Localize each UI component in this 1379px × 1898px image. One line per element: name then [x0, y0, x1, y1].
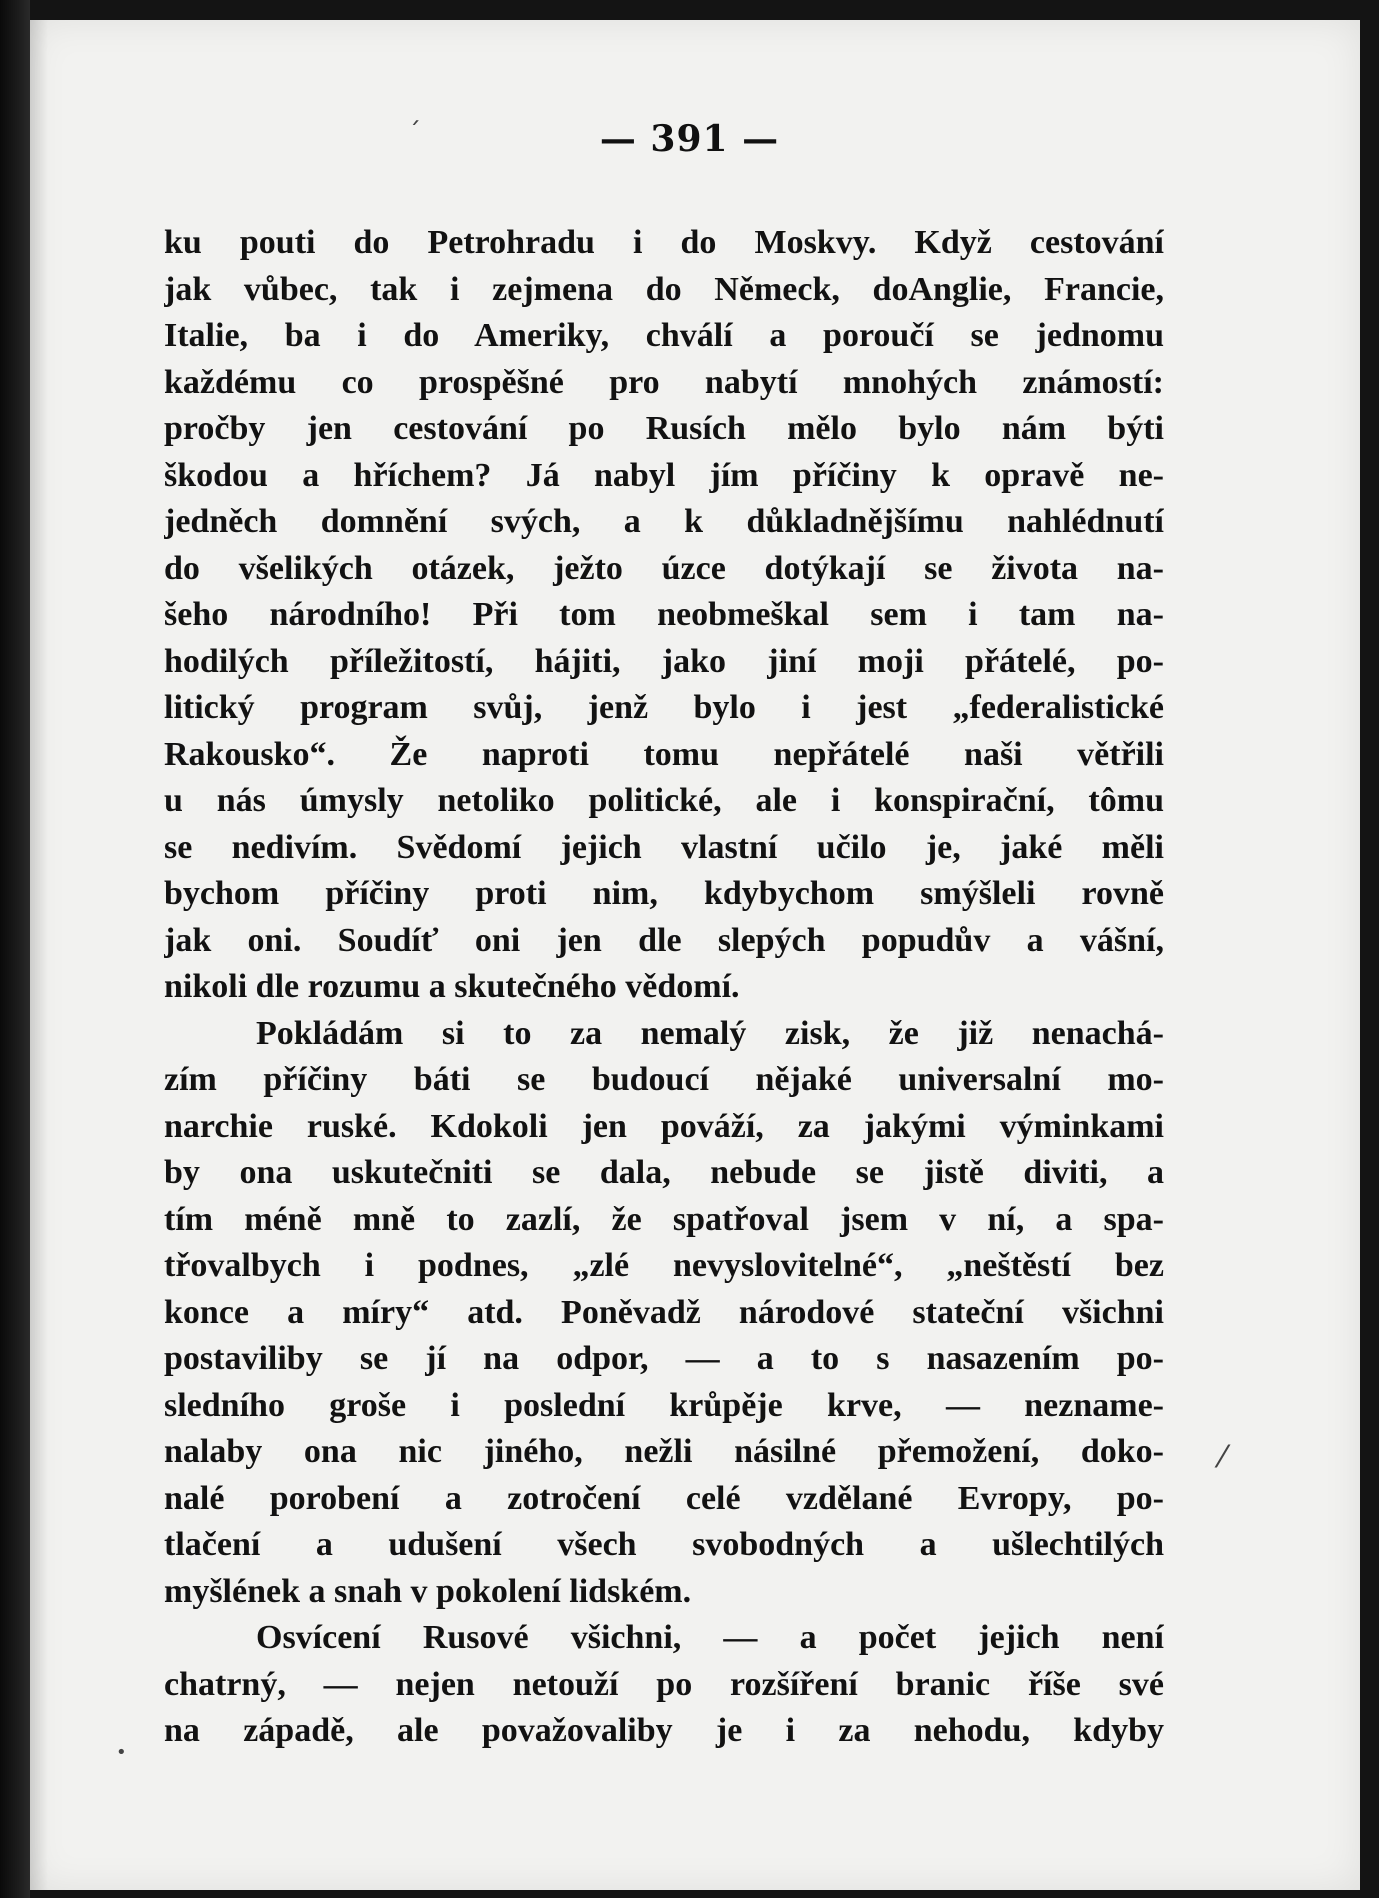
text-line: jak vůbec, tak i zejmena do Německ, doAnglie, Francie, — [164, 270, 1164, 308]
text-line: tím méně mně to zazlí, že spatřoval jsem v ní, a spa- — [164, 1200, 1164, 1238]
text-line: třovalbych i podnes, „zlé nevyslovitelné“, „neštěstí bez — [164, 1247, 1164, 1284]
text-line: u nás úmysly netoliko politické, ale i konspirační, tômu — [164, 782, 1164, 819]
paragraph — [164, 1011, 1164, 1616]
paragraph — [164, 1615, 1164, 1755]
text-line: nikoli dle rozumu a skutečného vědomí. — [164, 968, 740, 1005]
text-line: chatrný, — nejen netouží po rozšíření branic říše své — [164, 1665, 1164, 1703]
text-line: Osvícení Rusové všichni, — a počet jejich není — [256, 1619, 1164, 1656]
text-line: narchie ruské. Kdokoli jen pováží, za jakými výminkami — [164, 1107, 1164, 1145]
text-line: Italie, ba i do Ameriky, chválí a poroučí se jednomu — [164, 317, 1164, 354]
text-line: jedněch domnění svých, a k důkladnějšímu nahlédnutí — [164, 503, 1164, 540]
body-text — [164, 220, 1164, 1755]
text-line: myšlének a snah v pokolení lidském. — [164, 1572, 692, 1610]
scan-speck: ˊ — [408, 118, 421, 148]
scan-dark-edge — [0, 0, 30, 1898]
text-line: každému co prospěšné pro nabytí mnohých známostí: — [164, 363, 1164, 401]
page-number: — 391 — — [599, 118, 780, 160]
page-gutter-shadow — [30, 20, 48, 1890]
text-line: hodilých příležitostí, hájiti, jako jiní moji přátelé, po- — [164, 642, 1164, 680]
text-line: bychom příčiny proti nim, kdybychom smýšleli rovně — [164, 875, 1164, 912]
text-line: litický program svůj, jenž bylo i jest „federalistické — [164, 689, 1164, 726]
text-line: ku pouti do Petrohradu i do Moskvy. Když cestování — [164, 224, 1164, 261]
text-line: se nedivím. Svědomí jejich vlastní učilo je, jaké měli — [164, 828, 1164, 866]
text-line: šeho národního! Při tom neobmeškal sem i tam na- — [164, 596, 1164, 633]
text-line: jak oni. Soudíť oni jen dle slepých popudův a vášní, — [164, 921, 1164, 959]
text-line: tlačení a udušení všech svobodných a ušlechtilých — [164, 1526, 1164, 1563]
text-line: škodou a hříchem? Já nabyl jím příčiny k opravě ne- — [164, 456, 1164, 494]
paragraph — [164, 220, 1164, 1011]
text-line: sledního groše i poslední krůpěje krve, — neznamе- — [164, 1386, 1164, 1424]
text-line: zím příčiny báti se budoucí nějaké universalní mo- — [164, 1061, 1164, 1098]
text-line: na západě, ale považovaliby je i za nehodu, kdyby — [164, 1712, 1164, 1749]
text-line: by ona uskutečniti se dala, nebude se jistě diviti, a — [164, 1154, 1164, 1191]
text-line: nalaby ona nic jiného, nežli násilné přemožení, doko- — [164, 1433, 1164, 1470]
text-line: Pokládám si to za nemalý zisk, že již nenachá- — [256, 1014, 1164, 1052]
scan-speck: • — [116, 1742, 127, 1763]
text-line: do všelikých otázek, ježto úzce dotýkají se života na- — [164, 549, 1164, 587]
text-line: konce a míry“ atd. Poněvadž národové stateční všichni — [164, 1293, 1164, 1331]
scan-speck: ⁄ — [1220, 1440, 1226, 1475]
text-line: Rakousko“. Že naproti tomu nepřátelé naši větřili — [164, 735, 1164, 773]
text-line: pročby jen cestování po Rusích mělo bylo nám býti — [164, 410, 1164, 447]
text-line: nalé porobení a zotročení celé vzdělané Evropy, po- — [164, 1479, 1164, 1517]
text-line: postaviliby se jí na odpor, — a to s nasazením po- — [164, 1340, 1164, 1377]
